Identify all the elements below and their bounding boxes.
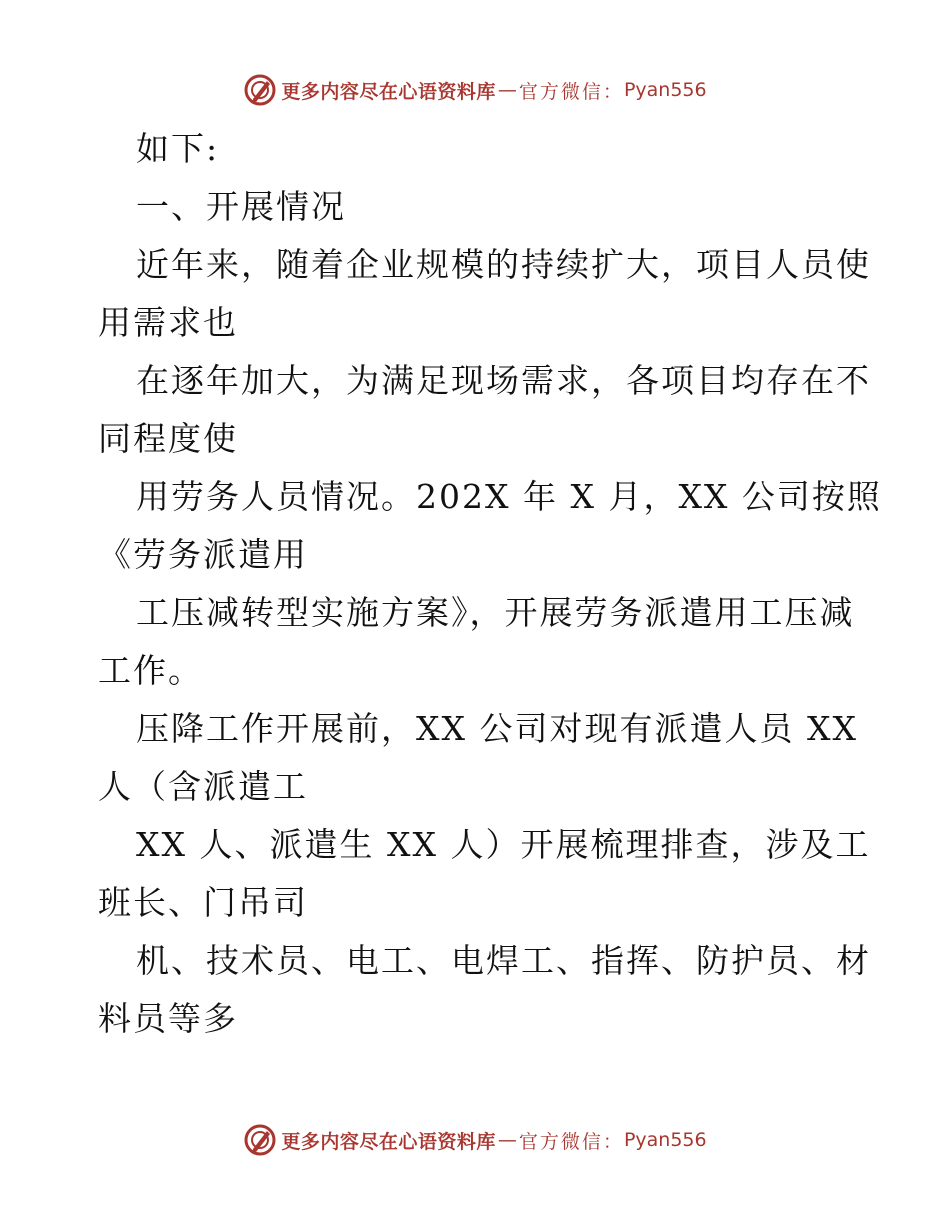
pen-nib-logo-icon: [243, 1123, 277, 1157]
text-line: 人（含派遣工: [98, 767, 308, 806]
brand-text: 更多内容尽在心语资料库: [281, 80, 496, 103]
text-line: 料员等多: [98, 999, 238, 1038]
text-line: 如下:: [136, 129, 220, 168]
text-line: 工作。: [98, 651, 203, 690]
text-line: XX 人、派遣生 XX 人）开展梳理排查，涉及工: [136, 825, 871, 864]
pen-nib-logo-icon: [243, 73, 277, 107]
text-line: 《劳务派遣用: [98, 535, 308, 574]
text-line: 在逐年加大，为满足现场需求，各项目均存在不: [136, 361, 871, 400]
wechat-handle: Pyan556: [623, 1129, 707, 1151]
header-banner: [0, 70, 950, 110]
separator-dash: —: [497, 1129, 517, 1151]
wechat-label: 官方微信：: [518, 80, 624, 103]
text-line: 压降工作开展前，XX 公司对现有派遣人员 XX: [136, 709, 858, 748]
text-line: 机、技术员、电工、电焊工、指挥、防护员、材: [136, 941, 871, 980]
text-line: 工压减转型实施方案》，开展劳务派遣用工压减: [136, 593, 855, 632]
text-line: 用需求也: [98, 303, 238, 342]
wechat-label: 官方微信：: [518, 1130, 624, 1153]
text-line: 用劳务人员情况。202X 年 X 月，XX 公司按照: [136, 477, 882, 516]
separator-dash: —: [497, 79, 517, 101]
footer-banner: [0, 1120, 950, 1160]
brand-text: 更多内容尽在心语资料库: [281, 1130, 496, 1153]
section-heading: 一、开展情况: [136, 187, 346, 226]
wechat-handle: Pyan556: [623, 79, 707, 101]
text-line: 同程度使: [98, 419, 238, 458]
text-line: 班长、门吊司: [98, 883, 308, 922]
text-line: 近年来，随着企业规模的持续扩大，项目人员使: [136, 245, 871, 284]
